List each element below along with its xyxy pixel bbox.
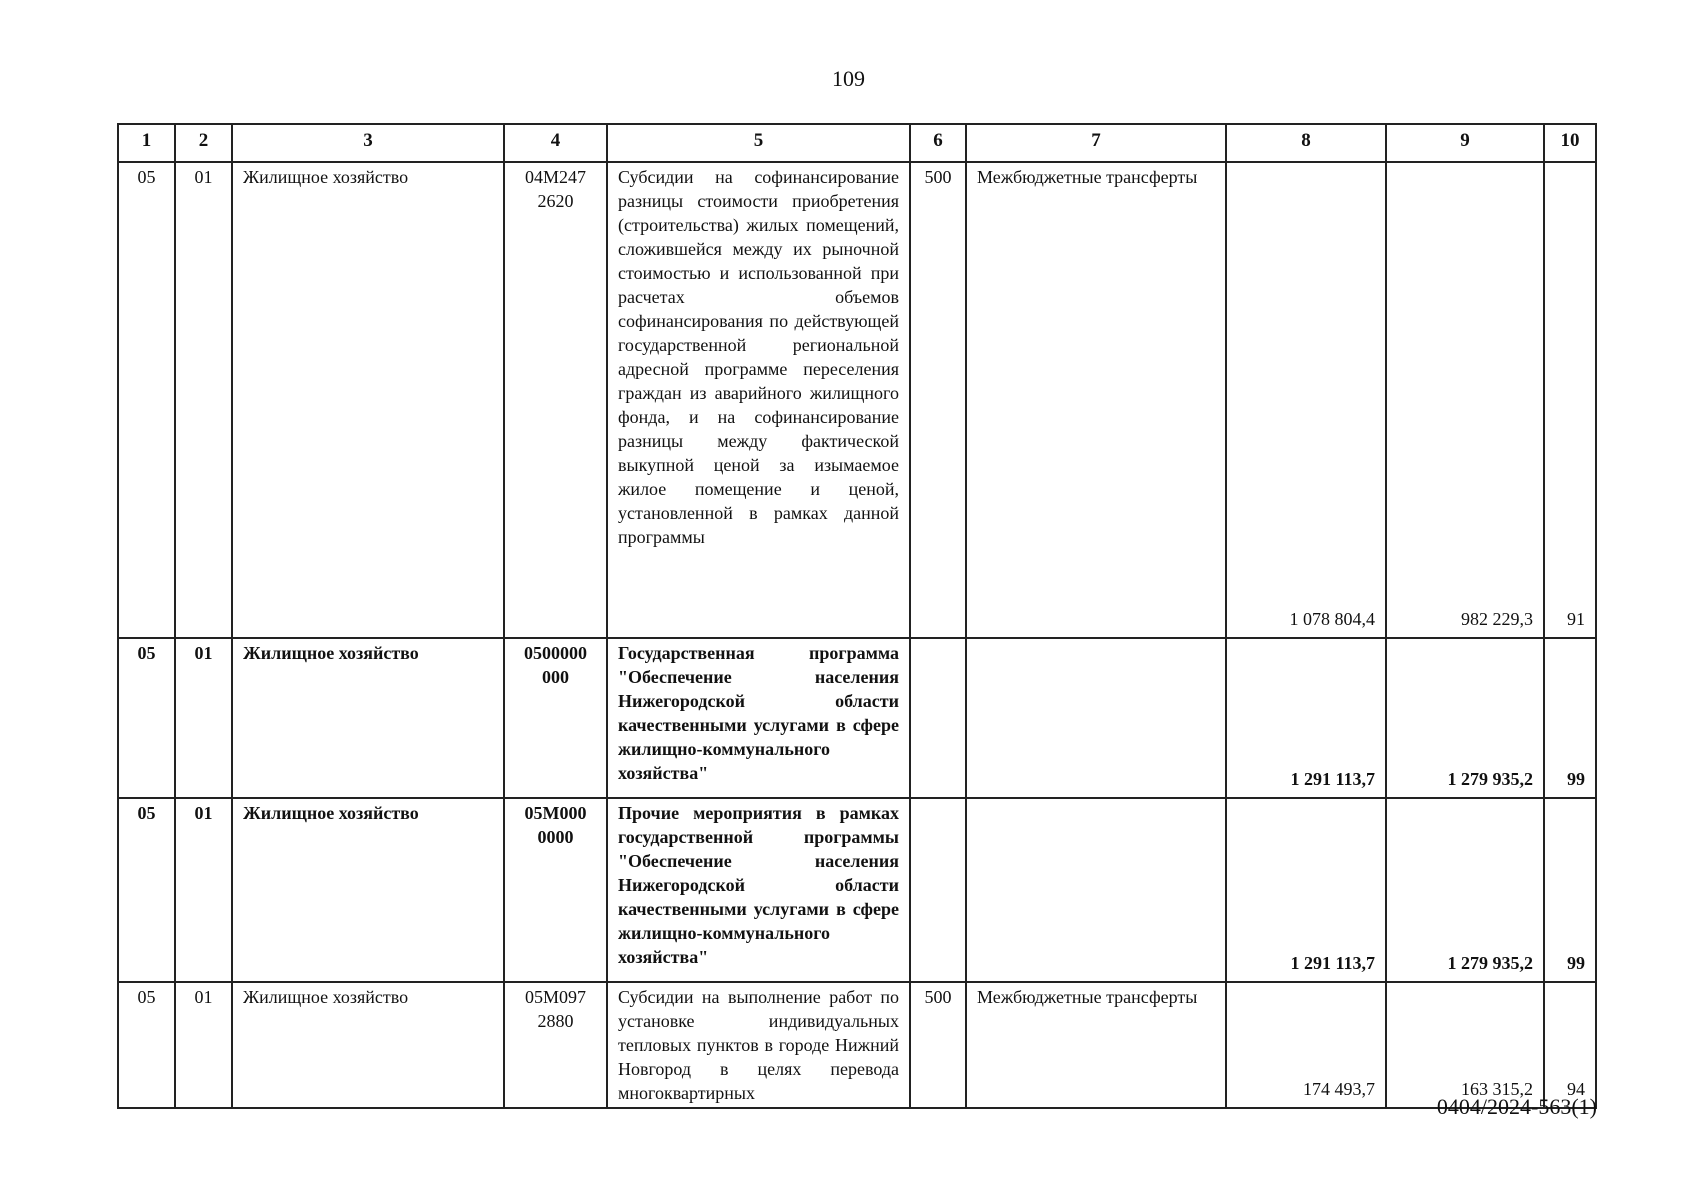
- page-number: 109: [832, 66, 865, 91]
- expense-type-code: [910, 638, 966, 798]
- expense-type-name: [966, 798, 1226, 982]
- table-header-row: [118, 124, 1596, 162]
- subsection-code: 01: [175, 638, 232, 798]
- document-code: 0404/2024-563(1): [1436, 1094, 1597, 1119]
- expense-type-code: [910, 798, 966, 982]
- column-header: 7: [966, 124, 1226, 162]
- expense-description: Государственная программа "Обеспечение населения Нижегородской области качественными услугами в сфере жилищно-коммунального хозяйства": [607, 638, 910, 798]
- subsection-code: 01: [175, 798, 232, 982]
- section-code: 05: [118, 798, 175, 982]
- column-header: 1: [118, 124, 175, 162]
- executed-amount: 163 315,2: [1386, 982, 1544, 1108]
- planned-amount: 174 493,7: [1226, 982, 1386, 1108]
- expense-type-name: Межбюджетные трансферты: [966, 982, 1226, 1108]
- section-name: Жилищное хозяйство: [232, 638, 504, 798]
- section-code: 05: [118, 638, 175, 798]
- planned-amount: 1 291 113,7: [1226, 638, 1386, 798]
- target-article-code-part1: 05М000: [524, 803, 587, 823]
- target-article-code-part1: 04М247: [524, 167, 586, 187]
- column-header: 10: [1544, 124, 1596, 162]
- column-header: 2: [175, 124, 232, 162]
- column-header: 9: [1386, 124, 1544, 162]
- column-header: 5: [607, 124, 910, 162]
- target-article-code-part2: 2880: [537, 1011, 574, 1031]
- expense-type-name: Межбюджетные трансферты: [966, 162, 1226, 638]
- target-article-code-part2: 000: [542, 667, 569, 687]
- target-article-code: [504, 162, 607, 638]
- execution-percent: 91: [1544, 162, 1596, 638]
- execution-percent: 94: [1544, 982, 1596, 1108]
- subsection-code: 01: [175, 982, 232, 1108]
- target-article-code: [504, 982, 607, 1108]
- target-article-code-part1: 05М097: [524, 987, 586, 1007]
- execution-percent: 99: [1544, 798, 1596, 982]
- expense-type-name: [966, 638, 1226, 798]
- column-header: 6: [910, 124, 966, 162]
- target-article-code-part2: 0000: [537, 827, 574, 847]
- subsection-code: 01: [175, 162, 232, 638]
- table-row: [118, 162, 1596, 638]
- section-name: Жилищное хозяйство: [232, 162, 504, 638]
- column-header: 8: [1226, 124, 1386, 162]
- executed-amount: 982 229,3: [1386, 162, 1544, 638]
- table-row: [118, 638, 1596, 798]
- target-article-code-part1: 0500000: [524, 643, 587, 663]
- section-name: Жилищное хозяйство: [232, 982, 504, 1108]
- expense-type-code: 500: [910, 162, 966, 638]
- executed-amount: 1 279 935,2: [1386, 638, 1544, 798]
- expense-description: Субсидии на выполнение работ по установке индивидуальных тепловых пунктов в городе Нижний Новгород в целях перевода многоквартирных: [607, 982, 910, 1108]
- expense-description: Субсидии на софинансирование разницы стоимости приобретения (строительства) жилых помещений, сложившейся между их рыночной стоимостью и использованной при расчетах объемов софинансирования по действующей государственной региональной адресной программе переселения граждан из аварийного жилищного фонда, и на софинансирование разницы между фактической выкупной ценой за изымаемое жилое помещение и ценой, установленной в рамках данной программы: [607, 162, 910, 638]
- planned-amount: 1 078 804,4: [1226, 162, 1386, 638]
- budget-table: [117, 123, 1597, 1109]
- table-row: [118, 982, 1596, 1108]
- execution-percent: 99: [1544, 638, 1596, 798]
- table-row: [118, 798, 1596, 982]
- column-header: 4: [504, 124, 607, 162]
- executed-amount: 1 279 935,2: [1386, 798, 1544, 982]
- expense-type-code: 500: [910, 982, 966, 1108]
- expense-description: Прочие мероприятия в рамках государственной программы "Обеспечение населения Нижегородской области качественными услугами в сфере жилищно-коммунального хозяйства": [607, 798, 910, 982]
- target-article-code: [504, 638, 607, 798]
- section-code: 05: [118, 162, 175, 638]
- planned-amount: 1 291 113,7: [1226, 798, 1386, 982]
- section-code: 05: [118, 982, 175, 1108]
- target-article-code-part2: 2620: [537, 191, 574, 211]
- column-header: 3: [232, 124, 504, 162]
- section-name: Жилищное хозяйство: [232, 798, 504, 982]
- target-article-code: [504, 798, 607, 982]
